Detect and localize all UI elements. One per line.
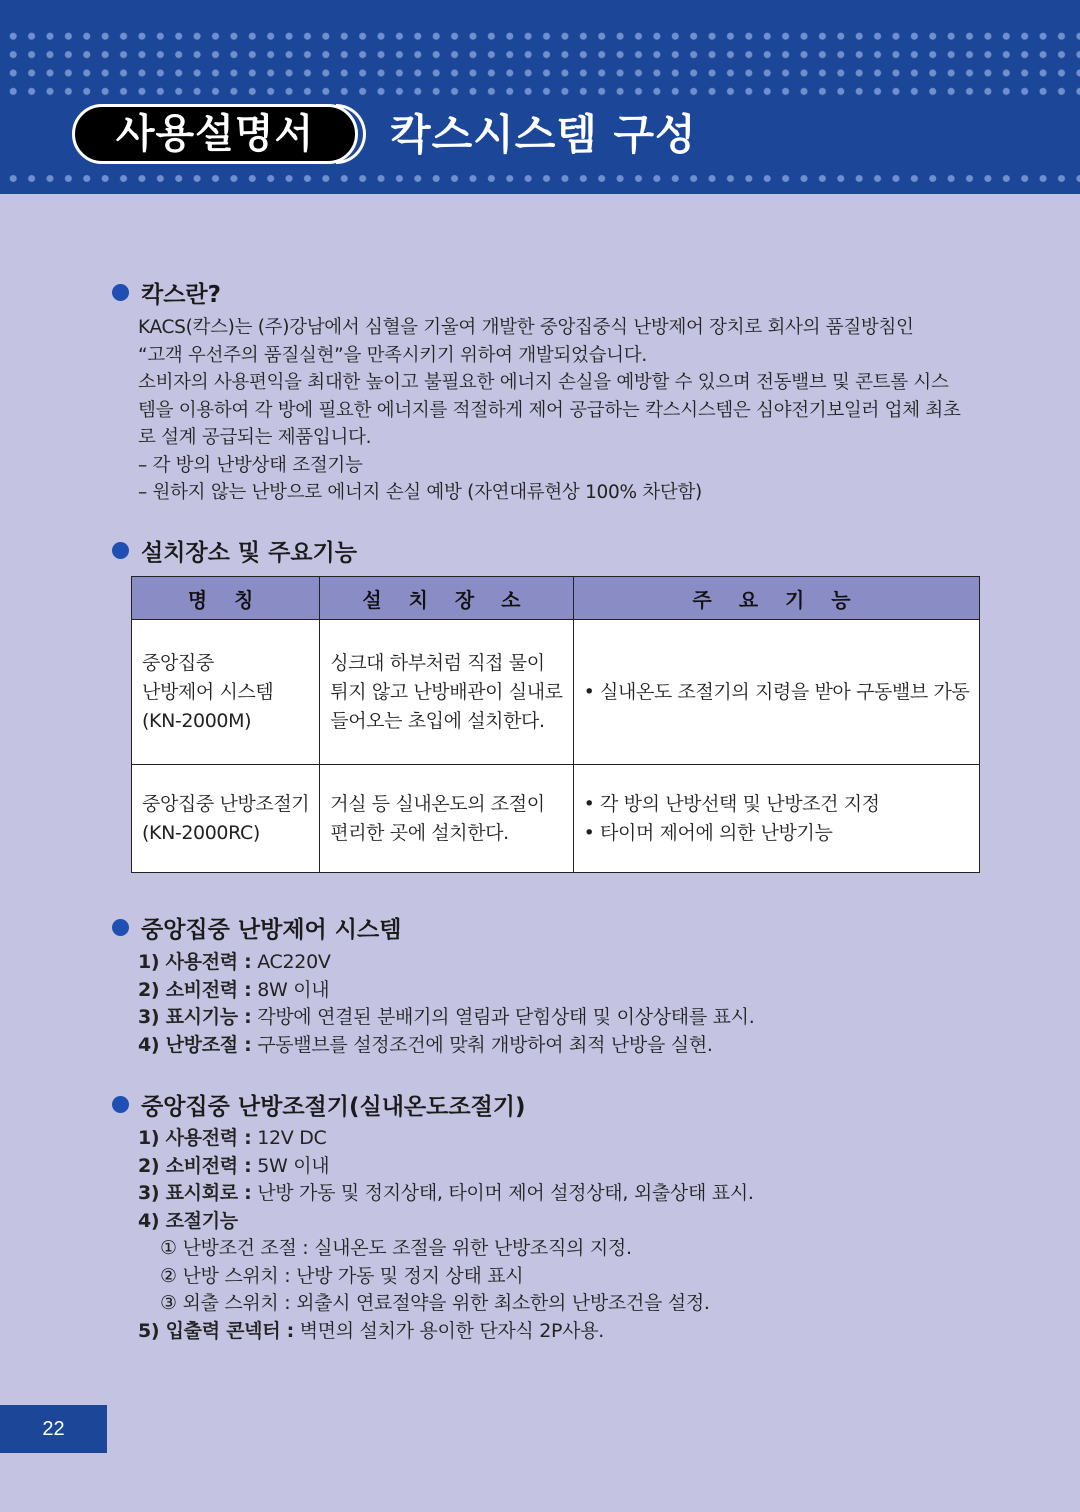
- spec-label: 4) 조절기능: [138, 1209, 238, 1232]
- page-title: 칵스시스템 구성: [390, 110, 697, 159]
- cell-line: 들어오는 초입에 설치한다.: [330, 709, 545, 732]
- intro-line: 로 설계 공급되는 제품입니다.: [138, 427, 372, 448]
- bullet-icon: [112, 542, 129, 559]
- cell-function: [573, 765, 980, 873]
- cell-line: • 각 방의 난방선택 및 난방조건 지정: [583, 792, 880, 815]
- spec-item: [138, 1318, 754, 1346]
- spec-item: [138, 1208, 754, 1236]
- intro-line: KACS(칵스)는 (주)강남에서 심혈을 기울여 개발한 중앙집중식 난방제어 장치로 회사의 품질방침인: [138, 317, 914, 338]
- spec-sub-item: ③ 외출 스위치 : 외출시 연료절약을 위한 최소한의 난방조건을 설정.: [160, 1292, 710, 1314]
- spec-sub-item: ① 난방조건 조절 : 실내온도 조절을 위한 난방조직의 지정.: [160, 1237, 632, 1259]
- page-header: [0, 0, 1080, 194]
- cell-line: 중앙집중: [142, 651, 214, 674]
- section-heading-label: 설치장소 및 주요기능: [141, 540, 357, 566]
- spec-label: 1) 사용전력 :: [138, 1127, 252, 1149]
- spec-item: [138, 949, 754, 977]
- section-heading-system: [112, 911, 401, 944]
- intro-line: – 각 방의 난방상태 조절기능: [138, 454, 363, 476]
- section-heading-install: [112, 534, 357, 567]
- table-row: [132, 620, 980, 765]
- spec-value: 8W 이내: [251, 978, 330, 1001]
- spec-item: [138, 1125, 754, 1153]
- cell-place: [320, 620, 573, 765]
- cell-line: (KN-2000M): [142, 709, 252, 732]
- cell-line: 편리한 곳에 설치한다.: [330, 821, 509, 844]
- cell-line: 싱크대 하부처럼 직접 물이: [330, 651, 545, 674]
- cell-line: 난방제어 시스템: [142, 680, 274, 703]
- bullet-icon: [112, 919, 129, 936]
- cell-name: [132, 765, 320, 873]
- cell-line: 거실 등 실내온도의 조절이: [330, 792, 545, 815]
- section-heading-label: 칵스란?: [141, 282, 221, 308]
- badge-bracket: [336, 104, 366, 164]
- spec-label: 3) 표시기능 :: [138, 1006, 252, 1028]
- spec-value: 5W 이내: [251, 1154, 330, 1177]
- header-dot-divider: [0, 170, 1080, 188]
- cell-line: 중앙집중 난방조절기: [142, 792, 310, 815]
- spec-sub-item: ② 난방 스위치 : 난방 가동 및 정지 상태 표시: [160, 1264, 524, 1287]
- spec-item: [138, 1153, 754, 1181]
- table-header-row: [132, 577, 980, 620]
- cell-function: [573, 620, 980, 765]
- spec-item: [138, 1180, 754, 1208]
- spec-value: 벽면의 설치가 용이한 단자식 2P사용.: [293, 1319, 605, 1342]
- spec-label: 3) 표시회로 :: [138, 1182, 252, 1204]
- spec-label: 2) 소비전력 :: [138, 1154, 252, 1177]
- page-number: 22: [0, 1405, 107, 1453]
- intro-line: – 원하지 않는 난방으로 에너지 손실 예방 (자연대류현상 100% 차단함): [138, 482, 702, 503]
- manual-badge-label: 사용설명서: [115, 110, 315, 157]
- column-header-function: 주 요 기 능: [573, 577, 980, 620]
- spec-value: 난방 가동 및 정지상태, 타이머 제어 설정상태, 외출상태 표시.: [251, 1182, 754, 1204]
- spec-item: [138, 1004, 754, 1032]
- spec-value: 12V DC: [251, 1127, 327, 1149]
- spec-label: 1) 사용전력 :: [138, 951, 252, 973]
- cell-line: • 실내온도 조절기의 지령을 받아 구동밸브 가동: [583, 680, 970, 703]
- intro-paragraph: [138, 314, 978, 507]
- spec-value: 구동밸브를 설정조건에 맞춰 개방하여 최적 난방을 실현.: [251, 1033, 713, 1056]
- cell-line: 튀지 않고 난방배관이 실내로: [330, 680, 563, 703]
- spec-label: 5) 입출력 콘넥터 :: [138, 1319, 294, 1342]
- spec-item: [138, 977, 754, 1005]
- spec-value: 각방에 연결된 분배기의 열림과 닫힘상태 및 이상상태를 표시.: [251, 1006, 755, 1028]
- column-header-name: 명 칭: [132, 577, 320, 620]
- controller-spec-list: [138, 1125, 754, 1345]
- system-spec-list: [138, 949, 754, 1059]
- cell-place: [320, 765, 573, 873]
- section-heading-label: 중앙집중 난방조절기(실내온도조절기): [141, 1094, 526, 1120]
- section-heading-label: 중앙집중 난방제어 시스템: [141, 917, 402, 943]
- install-table: [131, 576, 980, 873]
- bullet-icon: [112, 1096, 129, 1113]
- spec-value: AC220V: [251, 951, 331, 973]
- spec-item: [138, 1032, 754, 1060]
- section-heading-intro: [112, 276, 221, 309]
- bullet-icon: [112, 284, 129, 301]
- cell-line: (KN-2000RC): [142, 821, 260, 844]
- header-dot-pattern: [0, 27, 1080, 97]
- intro-line: 템을 이용하여 각 방에 필요한 에너지를 적절하게 제어 공급하는 칵스시스템은 심야전기보일러 업체 최초: [138, 399, 961, 421]
- intro-line: “고객 우선주의 품질실현”을 만족시키기 위하여 개발되었습니다.: [138, 344, 647, 366]
- cell-name: [132, 620, 320, 765]
- manual-badge: [72, 104, 358, 164]
- section-heading-controller: [112, 1088, 526, 1121]
- spec-label: 2) 소비전력 :: [138, 978, 252, 1001]
- spec-label: 4) 난방조절 :: [138, 1033, 252, 1056]
- column-header-place: 설 치 장 소: [320, 577, 573, 620]
- cell-line: • 타이머 제어에 의한 난방기능: [583, 821, 833, 844]
- intro-line: 소비자의 사용편익을 최대한 높이고 불필요한 에너지 손실을 예방할 수 있으며 전동밸브 및 콘트롤 시스: [138, 372, 949, 393]
- table-row: [132, 765, 980, 873]
